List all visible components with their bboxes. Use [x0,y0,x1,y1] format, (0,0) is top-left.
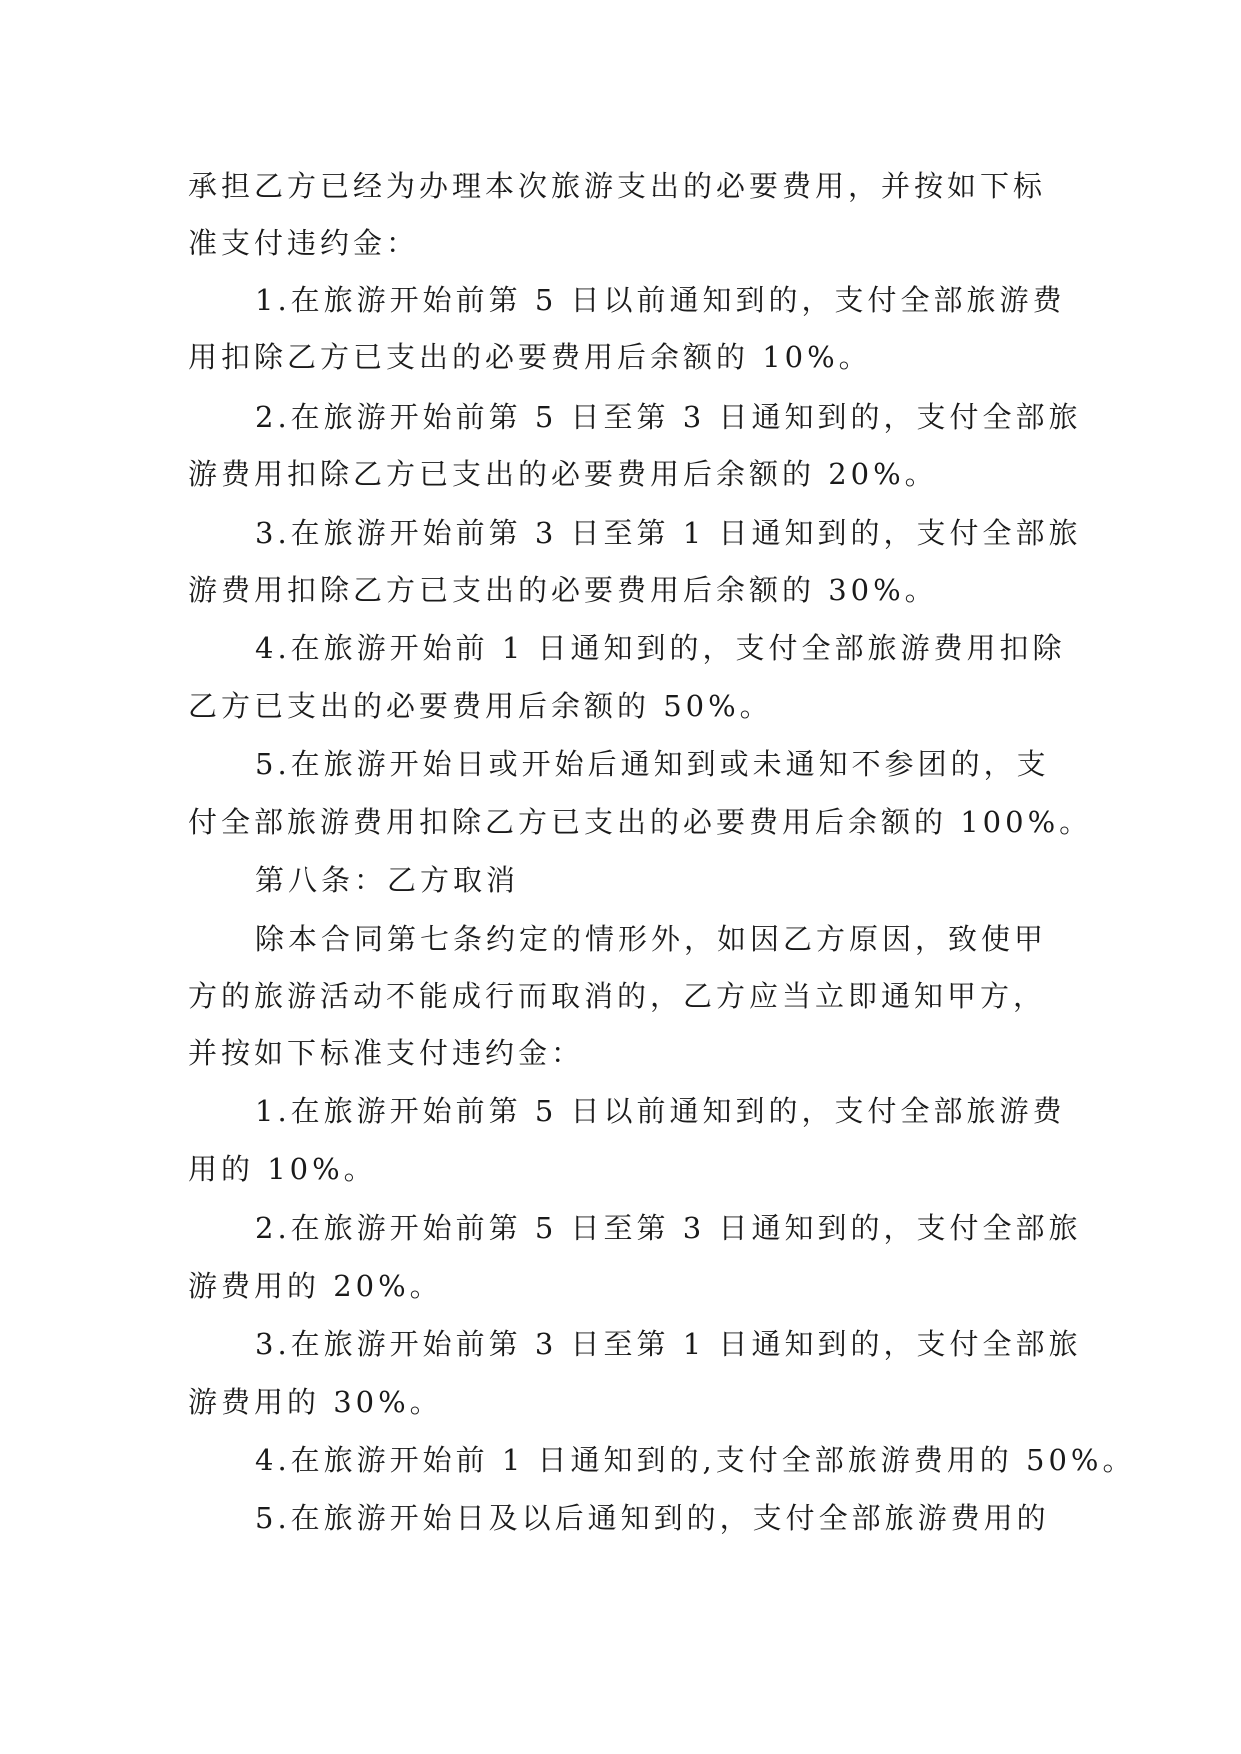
body-text-line: 并按如下标准支付违约金： [188,1036,585,1070]
body-text-line: 用扣除乙方已支出的必要费用后余额的 10%。 [188,340,872,374]
list-item-line: 1.在旅游开始前第 5 日以前通知到的，支付全部旅游费 [255,1094,1066,1128]
list-item-line: 4.在旅游开始前 1 日通知到的，支付全部旅游费用扣除 [255,631,1066,665]
body-text-line: 付全部旅游费用扣除乙方已支出的必要费用后余额的 100%。 [188,805,1093,839]
body-text-line: 游费用的 30%。 [188,1385,443,1419]
body-text-line: 游费用扣除乙方已支出的必要费用后余额的 30%。 [188,573,938,607]
list-item-line: 2.在旅游开始前第 5 日至第 3 日通知到的，支付全部旅 [255,400,1082,434]
body-text-line: 准支付违约金： [188,226,420,260]
list-item-line: 3.在旅游开始前第 3 日至第 1 日通知到的，支付全部旅 [255,1327,1082,1361]
list-item-line: 1.在旅游开始前第 5 日以前通知到的，支付全部旅游费 [255,283,1066,317]
body-text-line: 游费用的 20%。 [188,1269,443,1303]
body-text-line: 乙方已支出的必要费用后余额的 50%。 [188,689,773,723]
body-text-line: 承担乙方已经为办理本次旅游支出的必要费用，并按如下标 [188,169,1047,203]
body-text-line: 游费用扣除乙方已支出的必要费用后余额的 20%。 [188,457,938,491]
list-item-line: 5.在旅游开始日及以后通知到的，支付全部旅游费用的 [255,1501,1050,1535]
list-item-line: 5.在旅游开始日或开始后通知到或未通知不参团的，支 [255,747,1050,781]
body-text-line: 方的旅游活动不能成行而取消的，乙方应当立即通知甲方， [188,979,1047,1013]
list-item-line: 3.在旅游开始前第 3 日至第 1 日通知到的，支付全部旅 [255,516,1082,550]
list-item-line: 4.在旅游开始前 1 日通知到的,支付全部旅游费用的 50%。 [255,1443,1136,1477]
body-text-line: 用的 10%。 [188,1152,377,1186]
body-text-line: 除本合同第七条约定的情形外，如因乙方原因，致使甲 [255,922,1048,956]
list-item-line: 2.在旅游开始前第 5 日至第 3 日通知到的，支付全部旅 [255,1211,1082,1245]
section-heading: 第八条：乙方取消 [255,863,520,897]
